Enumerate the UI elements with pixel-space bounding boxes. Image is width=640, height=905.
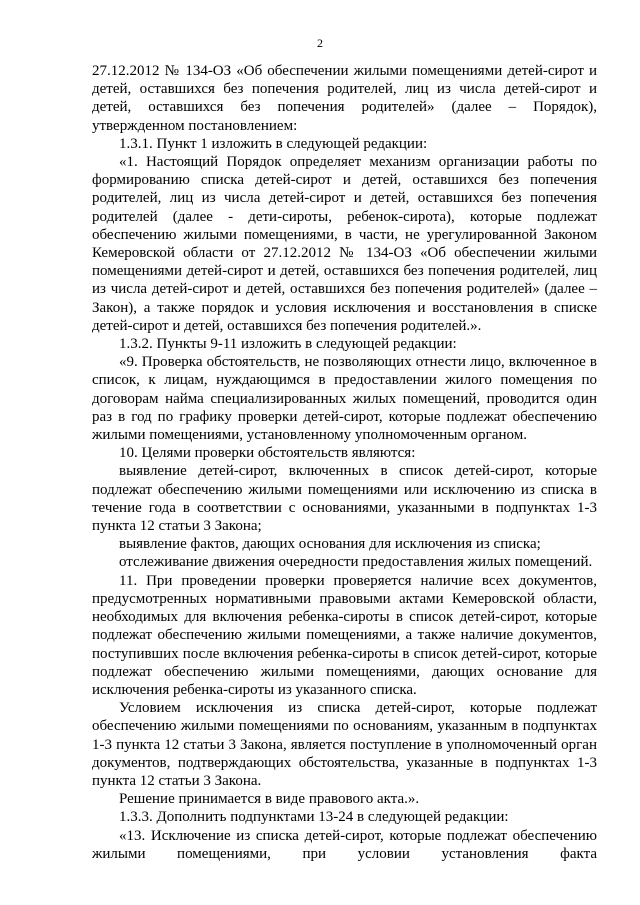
- paragraph: «1. Настоящий Порядок определяет механизм организации работы по формированию списка детей-сирот и детей, оставшихся без попечения родителей, лиц из числа детей-сирот и детей, оставшихся без попечения родителей (далее - дети-сироты, ребенок-сирота), которые подлежат обеспечению жилыми помещениями, в части, не урегулированной Законом Кемеровской области от 27.12.2012 № 134-ОЗ «Об обеспечении жилыми помещениями детей-сирот и детей, оставшихся без попечения родителей, лиц из числа детей-сирот и детей, оставшихся без попечения родителей» (далее – Закон), а также порядок и условия исключения и восстановления в списке детей-сирот и детей, оставшихся без попечения родителей.».: [92, 154, 597, 334]
- paragraph: 11. При проведении проверки проверяется наличие всех документов, предусмотренных нормативными правовыми актами Кемеровской области, необходимых для включения ребенка-сироты в список детей-сирот, которые подлежат обеспечению жилыми помещениями, а также наличие документов, поступивших после включения ребенка-сироты в список детей-сирот, которые подлежат обеспечению жилыми помещениями, дающих основание для исключения ребенка-сироты из указанного списка.: [92, 572, 597, 698]
- paragraph: Решение принимается в виде правового акта.».: [119, 791, 420, 808]
- page-number: 2: [317, 36, 323, 50]
- paragraph: 27.12.2012 № 134-ОЗ «Об обеспечении жилыми помещениями детей-сирот и детей, оставшихся без попечения родителей, лиц из числа детей-сирот и детей, оставшихся без попечения родителей» (далее – Порядок), утвержденном постановлением:: [92, 63, 597, 134]
- paragraph: отслеживание движения очередности предоставления жилых помещений.: [119, 554, 593, 571]
- paragraph: 10. Целями проверки обстоятельств являются:: [119, 445, 416, 462]
- paragraph: выявление фактов, дающих основания для исключения из списка;: [119, 536, 541, 553]
- paragraph: 1.3.2. Пункты 9-11 изложить в следующей редакции:: [119, 336, 457, 353]
- paragraph: 1.3.3. Дополнить подпунктами 13-24 в следующей редакции:: [119, 809, 509, 826]
- paragraph: 1.3.1. Пункт 1 изложить в следующей редакции:: [119, 135, 428, 152]
- paragraph: «9. Проверка обстоятельств, не позволяющих отнести лицо, включенное в список, к лицам, нуждающимся в предоставлении жилого помещения по договорам найма специализированных жилых помещений, проводится один раз в год по графику проверки детей-сирот, которые подлежат обеспечению жилыми помещениями, установленному уполномоченным органом.: [92, 354, 597, 444]
- paragraph: «13. Исключение из списка детей-сирот, которые подлежат обеспечению жилыми помещениями, при условии установления факта: [92, 827, 597, 862]
- paragraph: выявление детей-сирот, включенных в список детей-сирот, которые подлежат обеспечению жилыми помещениями или исключению из списка в течение года в соответствии с основаниями, указанными в подпунктах 1-3 пункта 12 статьи 3 Закона;: [92, 463, 597, 535]
- document-body: [92, 62, 597, 863]
- paragraph: Условием исключения из списка детей-сирот, которые подлежат обеспечению жилыми помещениями по основаниям, указанным в подпунктах 1-3 пункта 12 статьи 3 Закона, является поступление в уполномоченный орган документов, подтверждающих обстоятельства, указанные в подпунктах 1-3 пункта 12 статьи 3 Закона.: [92, 700, 597, 789]
